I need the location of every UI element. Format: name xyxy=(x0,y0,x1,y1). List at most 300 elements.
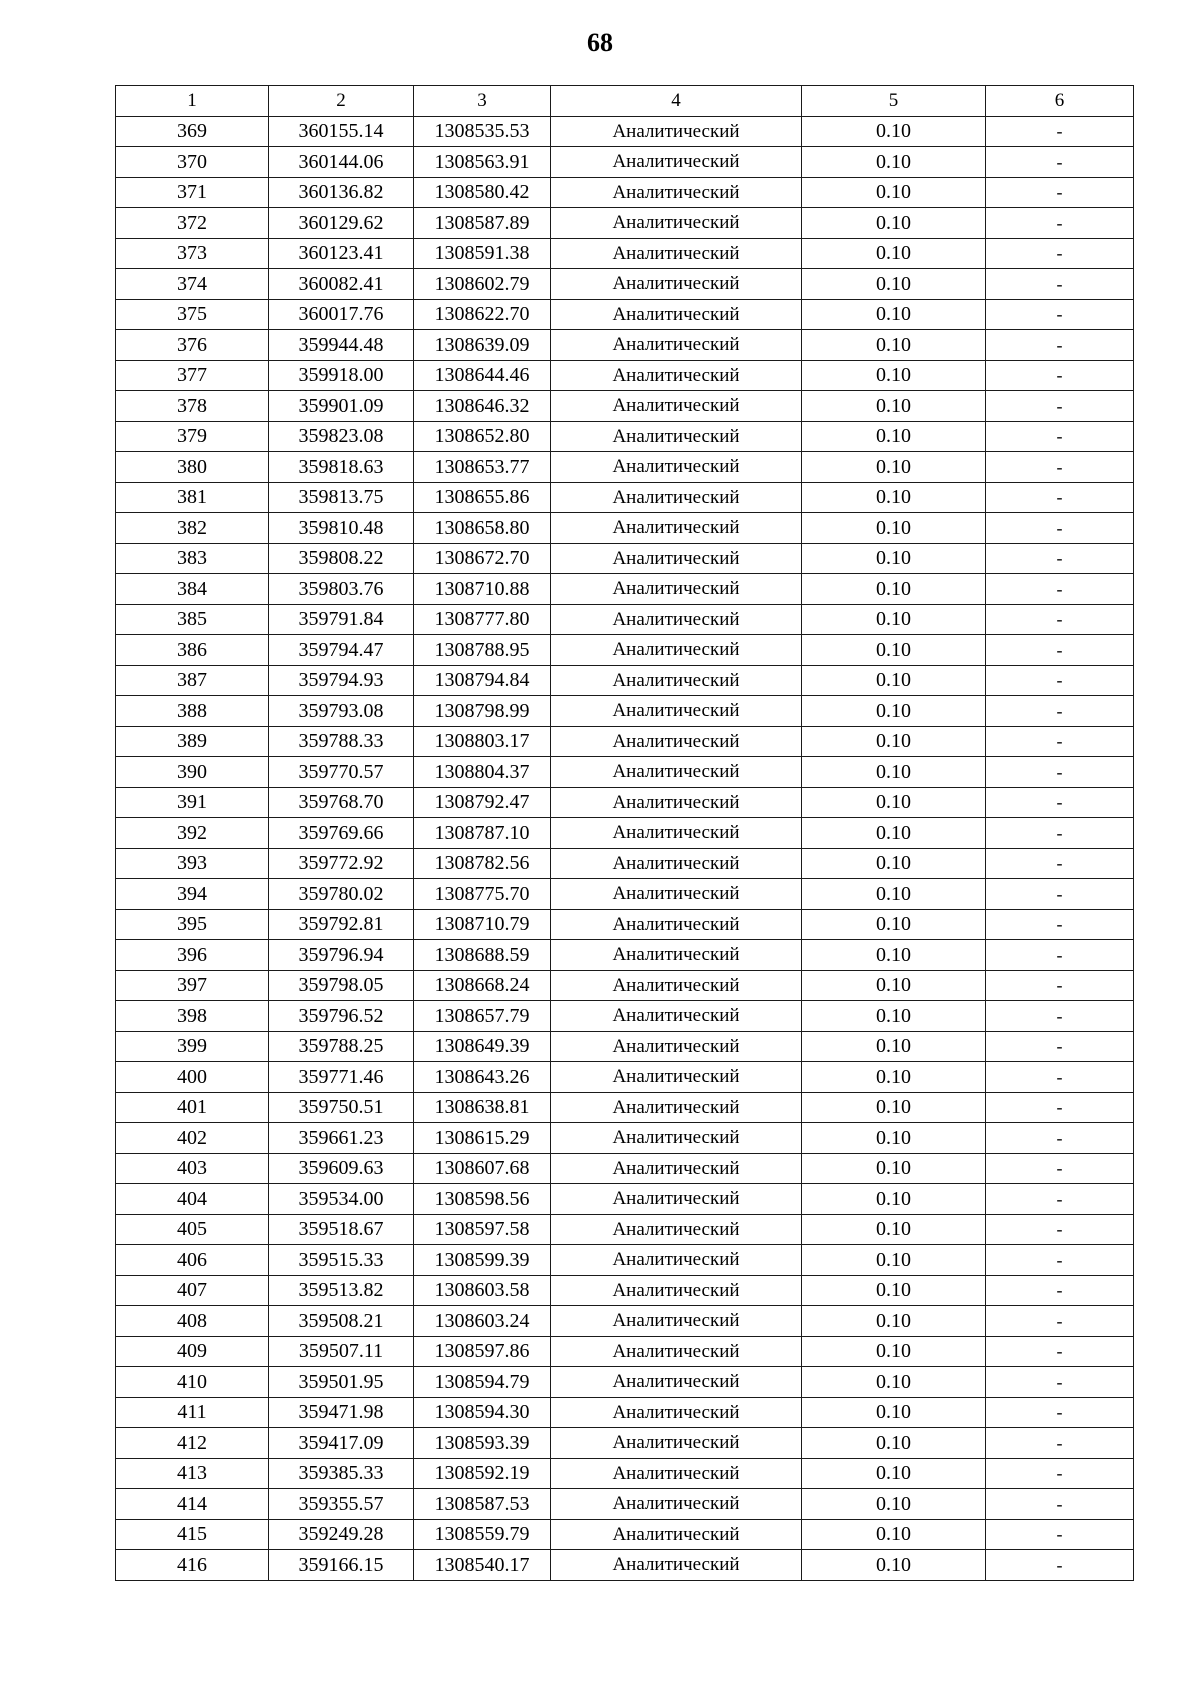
point-number-cell: 390 xyxy=(116,757,269,788)
method-cell: Аналитический xyxy=(551,665,802,696)
table-row xyxy=(116,1031,1134,1062)
method-cell: Аналитический xyxy=(551,116,802,147)
y-coordinate-cell: 1308599.39 xyxy=(414,1245,551,1276)
point-number-cell: 380 xyxy=(116,452,269,483)
point-number-cell: 396 xyxy=(116,940,269,971)
y-coordinate-cell: 1308655.86 xyxy=(414,482,551,513)
accuracy-cell: 0.10 xyxy=(802,848,986,879)
accuracy-cell: 0.10 xyxy=(802,1062,986,1093)
note-cell: - xyxy=(986,543,1134,574)
accuracy-cell: 0.10 xyxy=(802,116,986,147)
table-row xyxy=(116,879,1134,910)
point-number-cell: 408 xyxy=(116,1306,269,1337)
y-coordinate-cell: 1308788.95 xyxy=(414,635,551,666)
x-coordinate-cell: 359788.33 xyxy=(269,726,414,757)
x-coordinate-cell: 359810.48 xyxy=(269,513,414,544)
table-body xyxy=(116,116,1134,1580)
method-cell: Аналитический xyxy=(551,1306,802,1337)
accuracy-cell: 0.10 xyxy=(802,787,986,818)
table-row xyxy=(116,1458,1134,1489)
x-coordinate-cell: 359166.15 xyxy=(269,1550,414,1581)
method-cell: Аналитический xyxy=(551,696,802,727)
note-cell: - xyxy=(986,1123,1134,1154)
y-coordinate-cell: 1308559.79 xyxy=(414,1519,551,1550)
y-coordinate-cell: 1308580.42 xyxy=(414,177,551,208)
y-coordinate-cell: 1308668.24 xyxy=(414,970,551,1001)
accuracy-cell: 0.10 xyxy=(802,970,986,1001)
x-coordinate-cell: 359771.46 xyxy=(269,1062,414,1093)
table-row xyxy=(116,848,1134,879)
y-coordinate-cell: 1308710.79 xyxy=(414,909,551,940)
method-cell: Аналитический xyxy=(551,299,802,330)
x-coordinate-cell: 359518.67 xyxy=(269,1214,414,1245)
x-coordinate-cell: 360082.41 xyxy=(269,269,414,300)
y-coordinate-cell: 1308652.80 xyxy=(414,421,551,452)
method-cell: Аналитический xyxy=(551,604,802,635)
method-cell: Аналитический xyxy=(551,330,802,361)
point-number-cell: 385 xyxy=(116,604,269,635)
y-coordinate-cell: 1308643.26 xyxy=(414,1062,551,1093)
x-coordinate-cell: 359798.05 xyxy=(269,970,414,1001)
y-coordinate-cell: 1308782.56 xyxy=(414,848,551,879)
accuracy-cell: 0.10 xyxy=(802,940,986,971)
header-row xyxy=(116,86,1134,117)
table-row xyxy=(116,1092,1134,1123)
method-cell: Аналитический xyxy=(551,543,802,574)
table-row xyxy=(116,604,1134,635)
y-coordinate-cell: 1308587.89 xyxy=(414,208,551,239)
x-coordinate-cell: 359417.09 xyxy=(269,1428,414,1459)
x-coordinate-cell: 359803.76 xyxy=(269,574,414,605)
table-row xyxy=(116,1153,1134,1184)
table-row xyxy=(116,1336,1134,1367)
table-row xyxy=(116,208,1134,239)
note-cell: - xyxy=(986,1062,1134,1093)
method-cell: Аналитический xyxy=(551,360,802,391)
point-number-cell: 378 xyxy=(116,391,269,422)
x-coordinate-cell: 359513.82 xyxy=(269,1275,414,1306)
accuracy-cell: 0.10 xyxy=(802,208,986,239)
accuracy-cell: 0.10 xyxy=(802,1428,986,1459)
accuracy-cell: 0.10 xyxy=(802,1001,986,1032)
table-row xyxy=(116,970,1134,1001)
point-number-cell: 388 xyxy=(116,696,269,727)
x-coordinate-cell: 359944.48 xyxy=(269,330,414,361)
note-cell: - xyxy=(986,726,1134,757)
table-row xyxy=(116,1367,1134,1398)
header-cell-6: 6 xyxy=(986,86,1134,117)
y-coordinate-cell: 1308615.29 xyxy=(414,1123,551,1154)
point-number-cell: 405 xyxy=(116,1214,269,1245)
table-row xyxy=(116,1001,1134,1032)
note-cell: - xyxy=(986,391,1134,422)
accuracy-cell: 0.10 xyxy=(802,1367,986,1398)
x-coordinate-cell: 360144.06 xyxy=(269,147,414,178)
point-number-cell: 382 xyxy=(116,513,269,544)
accuracy-cell: 0.10 xyxy=(802,726,986,757)
table-row xyxy=(116,1123,1134,1154)
table-row xyxy=(116,543,1134,574)
table-row xyxy=(116,757,1134,788)
accuracy-cell: 0.10 xyxy=(802,574,986,605)
y-coordinate-cell: 1308594.79 xyxy=(414,1367,551,1398)
note-cell: - xyxy=(986,147,1134,178)
y-coordinate-cell: 1308649.39 xyxy=(414,1031,551,1062)
table-row xyxy=(116,177,1134,208)
method-cell: Аналитический xyxy=(551,452,802,483)
method-cell: Аналитический xyxy=(551,1367,802,1398)
x-coordinate-cell: 360155.14 xyxy=(269,116,414,147)
note-cell: - xyxy=(986,970,1134,1001)
x-coordinate-cell: 359768.70 xyxy=(269,787,414,818)
note-cell: - xyxy=(986,208,1134,239)
point-number-cell: 397 xyxy=(116,970,269,1001)
point-number-cell: 377 xyxy=(116,360,269,391)
point-number-cell: 369 xyxy=(116,116,269,147)
accuracy-cell: 0.10 xyxy=(802,299,986,330)
table-row xyxy=(116,360,1134,391)
point-number-cell: 387 xyxy=(116,665,269,696)
point-number-cell: 404 xyxy=(116,1184,269,1215)
table-row xyxy=(116,1397,1134,1428)
point-number-cell: 407 xyxy=(116,1275,269,1306)
point-number-cell: 384 xyxy=(116,574,269,605)
table-row xyxy=(116,1214,1134,1245)
y-coordinate-cell: 1308593.39 xyxy=(414,1428,551,1459)
method-cell: Аналитический xyxy=(551,818,802,849)
accuracy-cell: 0.10 xyxy=(802,452,986,483)
method-cell: Аналитический xyxy=(551,1336,802,1367)
accuracy-cell: 0.10 xyxy=(802,665,986,696)
accuracy-cell: 0.10 xyxy=(802,604,986,635)
accuracy-cell: 0.10 xyxy=(802,879,986,910)
method-cell: Аналитический xyxy=(551,238,802,269)
x-coordinate-cell: 359780.02 xyxy=(269,879,414,910)
y-coordinate-cell: 1308777.80 xyxy=(414,604,551,635)
table-row xyxy=(116,726,1134,757)
note-cell: - xyxy=(986,238,1134,269)
x-coordinate-cell: 359813.75 xyxy=(269,482,414,513)
note-cell: - xyxy=(986,604,1134,635)
method-cell: Аналитический xyxy=(551,970,802,1001)
note-cell: - xyxy=(986,1275,1134,1306)
note-cell: - xyxy=(986,269,1134,300)
accuracy-cell: 0.10 xyxy=(802,1275,986,1306)
method-cell: Аналитический xyxy=(551,1153,802,1184)
header-cell-4: 4 xyxy=(551,86,802,117)
y-coordinate-cell: 1308598.56 xyxy=(414,1184,551,1215)
accuracy-cell: 0.10 xyxy=(802,1184,986,1215)
y-coordinate-cell: 1308597.86 xyxy=(414,1336,551,1367)
method-cell: Аналитический xyxy=(551,757,802,788)
x-coordinate-cell: 359791.84 xyxy=(269,604,414,635)
note-cell: - xyxy=(986,1184,1134,1215)
note-cell: - xyxy=(986,909,1134,940)
method-cell: Аналитический xyxy=(551,1489,802,1520)
method-cell: Аналитический xyxy=(551,1550,802,1581)
method-cell: Аналитический xyxy=(551,787,802,818)
method-cell: Аналитический xyxy=(551,1184,802,1215)
point-number-cell: 402 xyxy=(116,1123,269,1154)
y-coordinate-cell: 1308638.81 xyxy=(414,1092,551,1123)
accuracy-cell: 0.10 xyxy=(802,543,986,574)
accuracy-cell: 0.10 xyxy=(802,1214,986,1245)
y-coordinate-cell: 1308803.17 xyxy=(414,726,551,757)
table-row xyxy=(116,1062,1134,1093)
point-number-cell: 398 xyxy=(116,1001,269,1032)
y-coordinate-cell: 1308540.17 xyxy=(414,1550,551,1581)
x-coordinate-cell: 359661.23 xyxy=(269,1123,414,1154)
y-coordinate-cell: 1308653.77 xyxy=(414,452,551,483)
point-number-cell: 395 xyxy=(116,909,269,940)
point-number-cell: 406 xyxy=(116,1245,269,1276)
table-row xyxy=(116,421,1134,452)
method-cell: Аналитический xyxy=(551,726,802,757)
accuracy-cell: 0.10 xyxy=(802,513,986,544)
note-cell: - xyxy=(986,330,1134,361)
note-cell: - xyxy=(986,1306,1134,1337)
accuracy-cell: 0.10 xyxy=(802,1519,986,1550)
method-cell: Аналитический xyxy=(551,1123,802,1154)
table-row xyxy=(116,391,1134,422)
accuracy-cell: 0.10 xyxy=(802,330,986,361)
accuracy-cell: 0.10 xyxy=(802,1306,986,1337)
y-coordinate-cell: 1308603.58 xyxy=(414,1275,551,1306)
x-coordinate-cell: 360129.62 xyxy=(269,208,414,239)
point-number-cell: 414 xyxy=(116,1489,269,1520)
table-row xyxy=(116,1275,1134,1306)
note-cell: - xyxy=(986,1153,1134,1184)
table-row xyxy=(116,1550,1134,1581)
method-cell: Аналитический xyxy=(551,421,802,452)
point-number-cell: 393 xyxy=(116,848,269,879)
table-row xyxy=(116,116,1134,147)
y-coordinate-cell: 1308602.79 xyxy=(414,269,551,300)
table-row xyxy=(116,940,1134,971)
point-number-cell: 410 xyxy=(116,1367,269,1398)
note-cell: - xyxy=(986,1092,1134,1123)
point-number-cell: 394 xyxy=(116,879,269,910)
x-coordinate-cell: 359770.57 xyxy=(269,757,414,788)
method-cell: Аналитический xyxy=(551,177,802,208)
table-row xyxy=(116,482,1134,513)
x-coordinate-cell: 360136.82 xyxy=(269,177,414,208)
y-coordinate-cell: 1308639.09 xyxy=(414,330,551,361)
accuracy-cell: 0.10 xyxy=(802,177,986,208)
x-coordinate-cell: 359515.33 xyxy=(269,1245,414,1276)
x-coordinate-cell: 359750.51 xyxy=(269,1092,414,1123)
table-row xyxy=(116,269,1134,300)
point-number-cell: 400 xyxy=(116,1062,269,1093)
table-row xyxy=(116,818,1134,849)
note-cell: - xyxy=(986,452,1134,483)
y-coordinate-cell: 1308587.53 xyxy=(414,1489,551,1520)
x-coordinate-cell: 360017.76 xyxy=(269,299,414,330)
accuracy-cell: 0.10 xyxy=(802,1397,986,1428)
point-number-cell: 412 xyxy=(116,1428,269,1459)
x-coordinate-cell: 359534.00 xyxy=(269,1184,414,1215)
note-cell: - xyxy=(986,1031,1134,1062)
note-cell: - xyxy=(986,1214,1134,1245)
point-number-cell: 409 xyxy=(116,1336,269,1367)
point-number-cell: 413 xyxy=(116,1458,269,1489)
accuracy-cell: 0.10 xyxy=(802,1031,986,1062)
y-coordinate-cell: 1308622.70 xyxy=(414,299,551,330)
method-cell: Аналитический xyxy=(551,1062,802,1093)
note-cell: - xyxy=(986,482,1134,513)
method-cell: Аналитический xyxy=(551,1428,802,1459)
accuracy-cell: 0.10 xyxy=(802,1153,986,1184)
note-cell: - xyxy=(986,1336,1134,1367)
x-coordinate-cell: 359769.66 xyxy=(269,818,414,849)
table-row xyxy=(116,330,1134,361)
note-cell: - xyxy=(986,940,1134,971)
note-cell: - xyxy=(986,818,1134,849)
method-cell: Аналитический xyxy=(551,513,802,544)
accuracy-cell: 0.10 xyxy=(802,757,986,788)
table-row xyxy=(116,1184,1134,1215)
x-coordinate-cell: 359507.11 xyxy=(269,1336,414,1367)
x-coordinate-cell: 359918.00 xyxy=(269,360,414,391)
point-number-cell: 375 xyxy=(116,299,269,330)
table-row xyxy=(116,299,1134,330)
y-coordinate-cell: 1308597.58 xyxy=(414,1214,551,1245)
method-cell: Аналитический xyxy=(551,635,802,666)
method-cell: Аналитический xyxy=(551,1245,802,1276)
x-coordinate-cell: 359823.08 xyxy=(269,421,414,452)
method-cell: Аналитический xyxy=(551,269,802,300)
note-cell: - xyxy=(986,1397,1134,1428)
x-coordinate-cell: 359609.63 xyxy=(269,1153,414,1184)
method-cell: Аналитический xyxy=(551,1092,802,1123)
table-row xyxy=(116,238,1134,269)
note-cell: - xyxy=(986,665,1134,696)
point-number-cell: 372 xyxy=(116,208,269,239)
y-coordinate-cell: 1308646.32 xyxy=(414,391,551,422)
accuracy-cell: 0.10 xyxy=(802,909,986,940)
accuracy-cell: 0.10 xyxy=(802,1245,986,1276)
table-row xyxy=(116,574,1134,605)
method-cell: Аналитический xyxy=(551,1275,802,1306)
accuracy-cell: 0.10 xyxy=(802,1550,986,1581)
table-row xyxy=(116,147,1134,178)
y-coordinate-cell: 1308658.80 xyxy=(414,513,551,544)
x-coordinate-cell: 359808.22 xyxy=(269,543,414,574)
y-coordinate-cell: 1308657.79 xyxy=(414,1001,551,1032)
x-coordinate-cell: 359471.98 xyxy=(269,1397,414,1428)
table-row xyxy=(116,909,1134,940)
method-cell: Аналитический xyxy=(551,208,802,239)
y-coordinate-cell: 1308594.30 xyxy=(414,1397,551,1428)
method-cell: Аналитический xyxy=(551,1397,802,1428)
accuracy-cell: 0.10 xyxy=(802,421,986,452)
method-cell: Аналитический xyxy=(551,1001,802,1032)
point-number-cell: 399 xyxy=(116,1031,269,1062)
point-number-cell: 389 xyxy=(116,726,269,757)
y-coordinate-cell: 1308688.59 xyxy=(414,940,551,971)
y-coordinate-cell: 1308535.53 xyxy=(414,116,551,147)
note-cell: - xyxy=(986,513,1134,544)
note-cell: - xyxy=(986,1489,1134,1520)
method-cell: Аналитический xyxy=(551,1031,802,1062)
page-number: 68 xyxy=(587,28,613,57)
point-number-cell: 376 xyxy=(116,330,269,361)
note-cell: - xyxy=(986,1458,1134,1489)
header-cell-3: 3 xyxy=(414,86,551,117)
point-number-cell: 381 xyxy=(116,482,269,513)
accuracy-cell: 0.10 xyxy=(802,1336,986,1367)
y-coordinate-cell: 1308794.84 xyxy=(414,665,551,696)
note-cell: - xyxy=(986,879,1134,910)
method-cell: Аналитический xyxy=(551,574,802,605)
method-cell: Аналитический xyxy=(551,848,802,879)
x-coordinate-cell: 359792.81 xyxy=(269,909,414,940)
y-coordinate-cell: 1308775.70 xyxy=(414,879,551,910)
method-cell: Аналитический xyxy=(551,1458,802,1489)
accuracy-cell: 0.10 xyxy=(802,269,986,300)
point-number-cell: 374 xyxy=(116,269,269,300)
note-cell: - xyxy=(986,1428,1134,1459)
x-coordinate-cell: 359794.47 xyxy=(269,635,414,666)
y-coordinate-cell: 1308603.24 xyxy=(414,1306,551,1337)
point-number-cell: 411 xyxy=(116,1397,269,1428)
y-coordinate-cell: 1308798.99 xyxy=(414,696,551,727)
note-cell: - xyxy=(986,787,1134,818)
point-number-cell: 392 xyxy=(116,818,269,849)
accuracy-cell: 0.10 xyxy=(802,147,986,178)
point-number-cell: 403 xyxy=(116,1153,269,1184)
accuracy-cell: 0.10 xyxy=(802,482,986,513)
accuracy-cell: 0.10 xyxy=(802,635,986,666)
table-row xyxy=(116,635,1134,666)
method-cell: Аналитический xyxy=(551,909,802,940)
accuracy-cell: 0.10 xyxy=(802,1489,986,1520)
x-coordinate-cell: 359796.94 xyxy=(269,940,414,971)
note-cell: - xyxy=(986,1519,1134,1550)
table-row xyxy=(116,665,1134,696)
header-cell-2: 2 xyxy=(269,86,414,117)
method-cell: Аналитический xyxy=(551,879,802,910)
header-cell-1: 1 xyxy=(116,86,269,117)
table-row xyxy=(116,1489,1134,1520)
note-cell: - xyxy=(986,1550,1134,1581)
accuracy-cell: 0.10 xyxy=(802,696,986,727)
y-coordinate-cell: 1308804.37 xyxy=(414,757,551,788)
table-row xyxy=(116,513,1134,544)
table-row xyxy=(116,452,1134,483)
accuracy-cell: 0.10 xyxy=(802,1458,986,1489)
y-coordinate-cell: 1308787.10 xyxy=(414,818,551,849)
table-row xyxy=(116,696,1134,727)
point-number-cell: 373 xyxy=(116,238,269,269)
y-coordinate-cell: 1308672.70 xyxy=(414,543,551,574)
y-coordinate-cell: 1308644.46 xyxy=(414,360,551,391)
y-coordinate-cell: 1308792.47 xyxy=(414,787,551,818)
accuracy-cell: 0.10 xyxy=(802,360,986,391)
x-coordinate-cell: 359508.21 xyxy=(269,1306,414,1337)
point-number-cell: 370 xyxy=(116,147,269,178)
method-cell: Аналитический xyxy=(551,391,802,422)
coordinates-table xyxy=(115,85,1134,1581)
note-cell: - xyxy=(986,360,1134,391)
y-coordinate-cell: 1308592.19 xyxy=(414,1458,551,1489)
x-coordinate-cell: 359355.57 xyxy=(269,1489,414,1520)
point-number-cell: 386 xyxy=(116,635,269,666)
accuracy-cell: 0.10 xyxy=(802,818,986,849)
note-cell: - xyxy=(986,421,1134,452)
method-cell: Аналитический xyxy=(551,940,802,971)
note-cell: - xyxy=(986,757,1134,788)
